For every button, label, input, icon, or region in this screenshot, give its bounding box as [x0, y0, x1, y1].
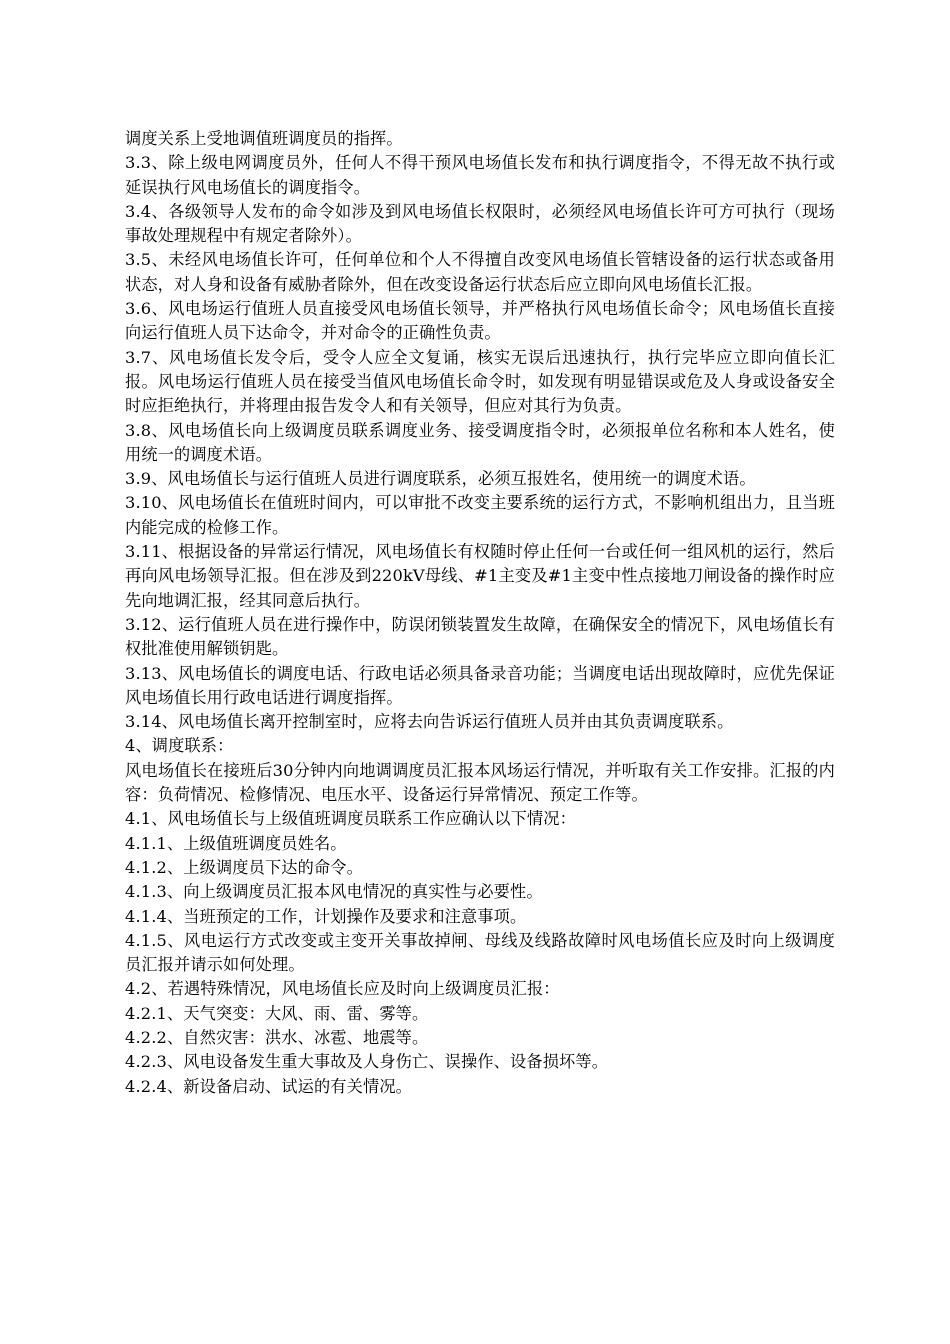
- paragraph-4-2-1: 4.2.1、天气突变：大风、雨、雷、雾等。: [125, 1003, 429, 1023]
- paragraph-3-5: 3.5、未经风电场值长许可，任何单位和个人不得擅自改变风电场值长管辖设备的运行状态或备用状态，对人身和设备有威胁者除外，但在改变设备运行状态后应立即向风电场值长汇报。: [125, 250, 835, 294]
- paragraph-3-11: 3.11、根据设备的异常运行情况，风电场值长有权随时停止任何一台或任何一组风机的运行，然后再向风电场领导汇报。但在涉及到220kV母线、#1主变及#1主变中性点接地刀闸设备的操作时应先向地调汇报，经其同意后执行。: [125, 542, 835, 610]
- paragraph-3-10: 3.10、风电场值长在值班时间内，可以审批不改变主要系统的运行方式，不影响机组出力，且当班内能完成的检修工作。: [125, 493, 835, 537]
- paragraph-3-12: 3.12、运行值班人员在进行操作中，防误闭锁装置发生故障，在确保安全的情况下，风电场值长有权批准使用解锁钥匙。: [125, 614, 835, 659]
- paragraph-4-1: 4.1、风电场值长与上级值班调度员联系工作应确认以下情况：: [125, 809, 576, 829]
- paragraph-4-2-3: 4.2.3、风电设备发生重大事故及人身伤亡、误操作、设备损坏等。: [125, 1052, 609, 1072]
- paragraph-4-1-3: 4.1.3、向上级调度员汇报本风电情况的真实性与必要性。: [125, 882, 543, 902]
- paragraph-4-intro: 风电场值长在接班后30分钟内向地调调度员汇报本风场运行情况，并听取有关工作安排。汇报的内容：负荷情况、检修情况、电压水平、设备运行异常情况、预定工作等。: [125, 760, 835, 805]
- paragraph-dispatch-relation: 调度关系上受地调值班调度员的指挥。: [125, 129, 403, 148]
- paragraph-4-2: 4.2、若遇特殊情况，风电场值长应及时向上级调度员汇报：: [125, 979, 560, 999]
- paragraph-3-9: 3.9、风电场值长与运行值班人员进行调度联系，必须互报姓名，使用统一的调度术语。: [125, 469, 756, 489]
- paragraph-4-1-1: 4.1.1、上级值班调度员姓名。: [125, 833, 347, 853]
- paragraph-3-4: 3.4、各级领导人发布的命令如涉及到风电场值长权限时，必须经风电场值长许可方可执行（现场事故处理规程中有规定者除外）。: [125, 201, 835, 246]
- paragraph-4-2-4: 4.2.4、新设备启动、试运的有关情况。: [125, 1076, 412, 1096]
- paragraph-4-2-2: 4.2.2、自然灾害：洪水、冰雹、地震等。: [125, 1027, 429, 1047]
- paragraph-3-8: 3.8、风电场值长向上级调度员联系调度业务、接受调度指令时，必须报单位名称和本人姓名，使用统一的调度术语。: [125, 420, 835, 464]
- paragraph-3-7: 3.7、风电场值长发令后，受令人应全文复诵，核实无误后迅速执行，执行完毕应立即向值长汇报。风电场运行值班人员在接受当值风电场值长命令时，如发现有明显错误或危及人身或设备安全时应拒绝执行，并将理由报告发令人和有关领导，但应对其行为负责。: [125, 347, 835, 416]
- paragraph-3-14: 3.14、风电场值长离开控制室时，应将去向告诉运行值班人员并由其负责调度联系。: [125, 712, 734, 732]
- paragraph-3-3: 3.3、除上级电网调度员外，任何人不得干预风电场值长发布和执行调度指令，不得无故不执行或延误执行风电场值长的调度指令。: [125, 153, 835, 197]
- section-heading-4: 4、调度联系：: [125, 736, 234, 756]
- paragraph-4-1-2: 4.1.2、上级调度员下达的命令。: [125, 857, 363, 877]
- paragraph-4-1-5: 4.1.5、风电运行方式改变或主变开关事故掉闸、母线及线路故障时风电场值长应及时向上级调度员汇报并请示如何处理。: [125, 930, 835, 975]
- paragraph-3-6: 3.6、风电场运行值班人员直接受风电场值长领导，并严格执行风电场值长命令；风电场值长直接向运行值班人员下达命令，并对命令的正确性负责。: [125, 299, 835, 343]
- paragraph-3-13: 3.13、风电场值长的调度电话、行政电话必须具备录音功能；当调度电话出现故障时，应优先保证风电场值长用行政电话进行调度指挥。: [125, 663, 835, 707]
- paragraph-4-1-4: 4.1.4、当班预定的工作，计划操作及要求和注意事项。: [125, 906, 527, 926]
- document-page: [125, 127, 835, 1099]
